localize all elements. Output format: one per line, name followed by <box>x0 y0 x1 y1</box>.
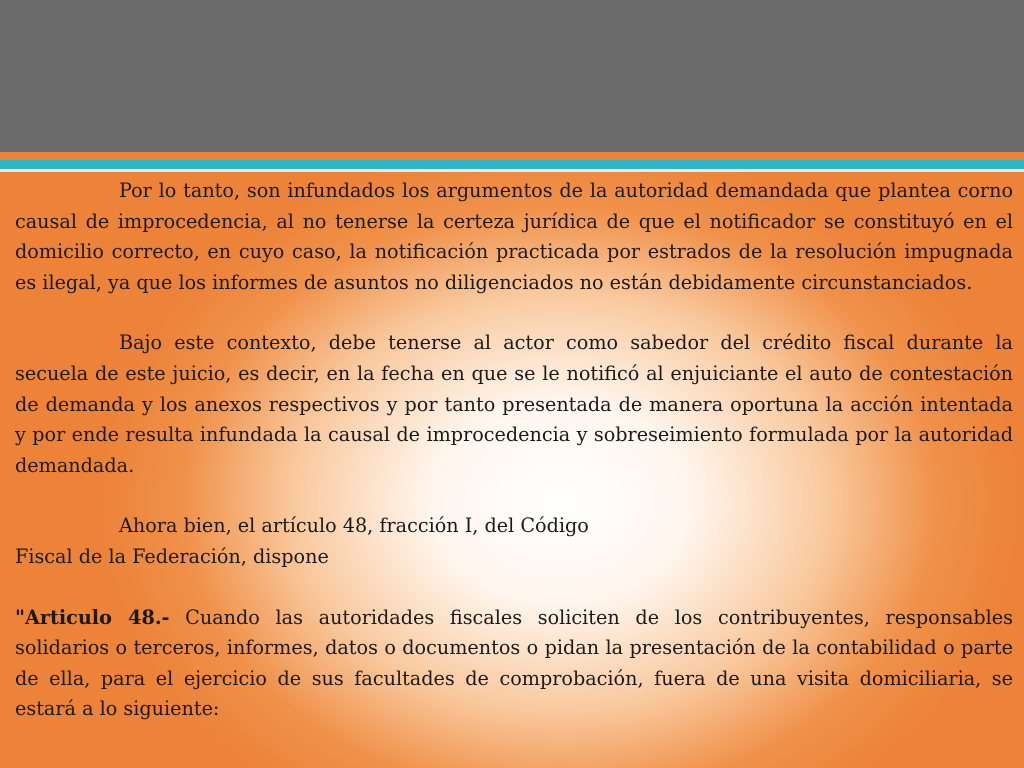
orange-stripe <box>0 152 1024 160</box>
paragraph-infundados: Por lo tanto, son infundados los argumentos de la autoridad demandada que plantea corno causal de improcedencia, al no tenerse la certeza jurídica de que el notificador se constituyó en el domicilio correcto, en cuyo caso, la notificación practicada por estrados de la resolución impugnada es ilegal, ya que los informes de asuntos no diligenciados no están debidamente circunstanciados. <box>15 179 1013 294</box>
intro-line-2: Fiscal de la Federación, dispone <box>15 544 329 568</box>
teal-stripe <box>0 160 1024 169</box>
intro-line-1: Ahora bien, el artículo 48, fracción I, del Código <box>119 514 589 538</box>
paragraph-contexto: Bajo este contexto, debe tenerse al actor como sabedor del crédito fiscal durante la secuela de este juicio, es decir, en la fecha en que se le notificó al enjuiciante el auto de contestación de demanda y los anexos respectivos y por tanto presentada de manera oportuna la acción intentada y por ende resulta infundada la causal de improcedencia y sobreseimiento formulada por la autoridad demandada. <box>15 331 1013 477</box>
article-label: "Articulo 48.- <box>15 605 170 629</box>
header-band <box>0 0 1024 152</box>
article-48-quote <box>15 603 1013 725</box>
document-body <box>15 176 1013 725</box>
article-text: Cuando las autoridades fiscales soliciten de los contribuyentes, responsables solidarios o terceros, informes, datos o documentos o pidan la presentación de la contabilidad o parte de ella, para el ejercicio de sus facultades de comprobación, fuera de una visita domiciliaria, se estará a lo siguiente: <box>15 605 1014 721</box>
paragraph-articulo-intro <box>15 511 1013 572</box>
